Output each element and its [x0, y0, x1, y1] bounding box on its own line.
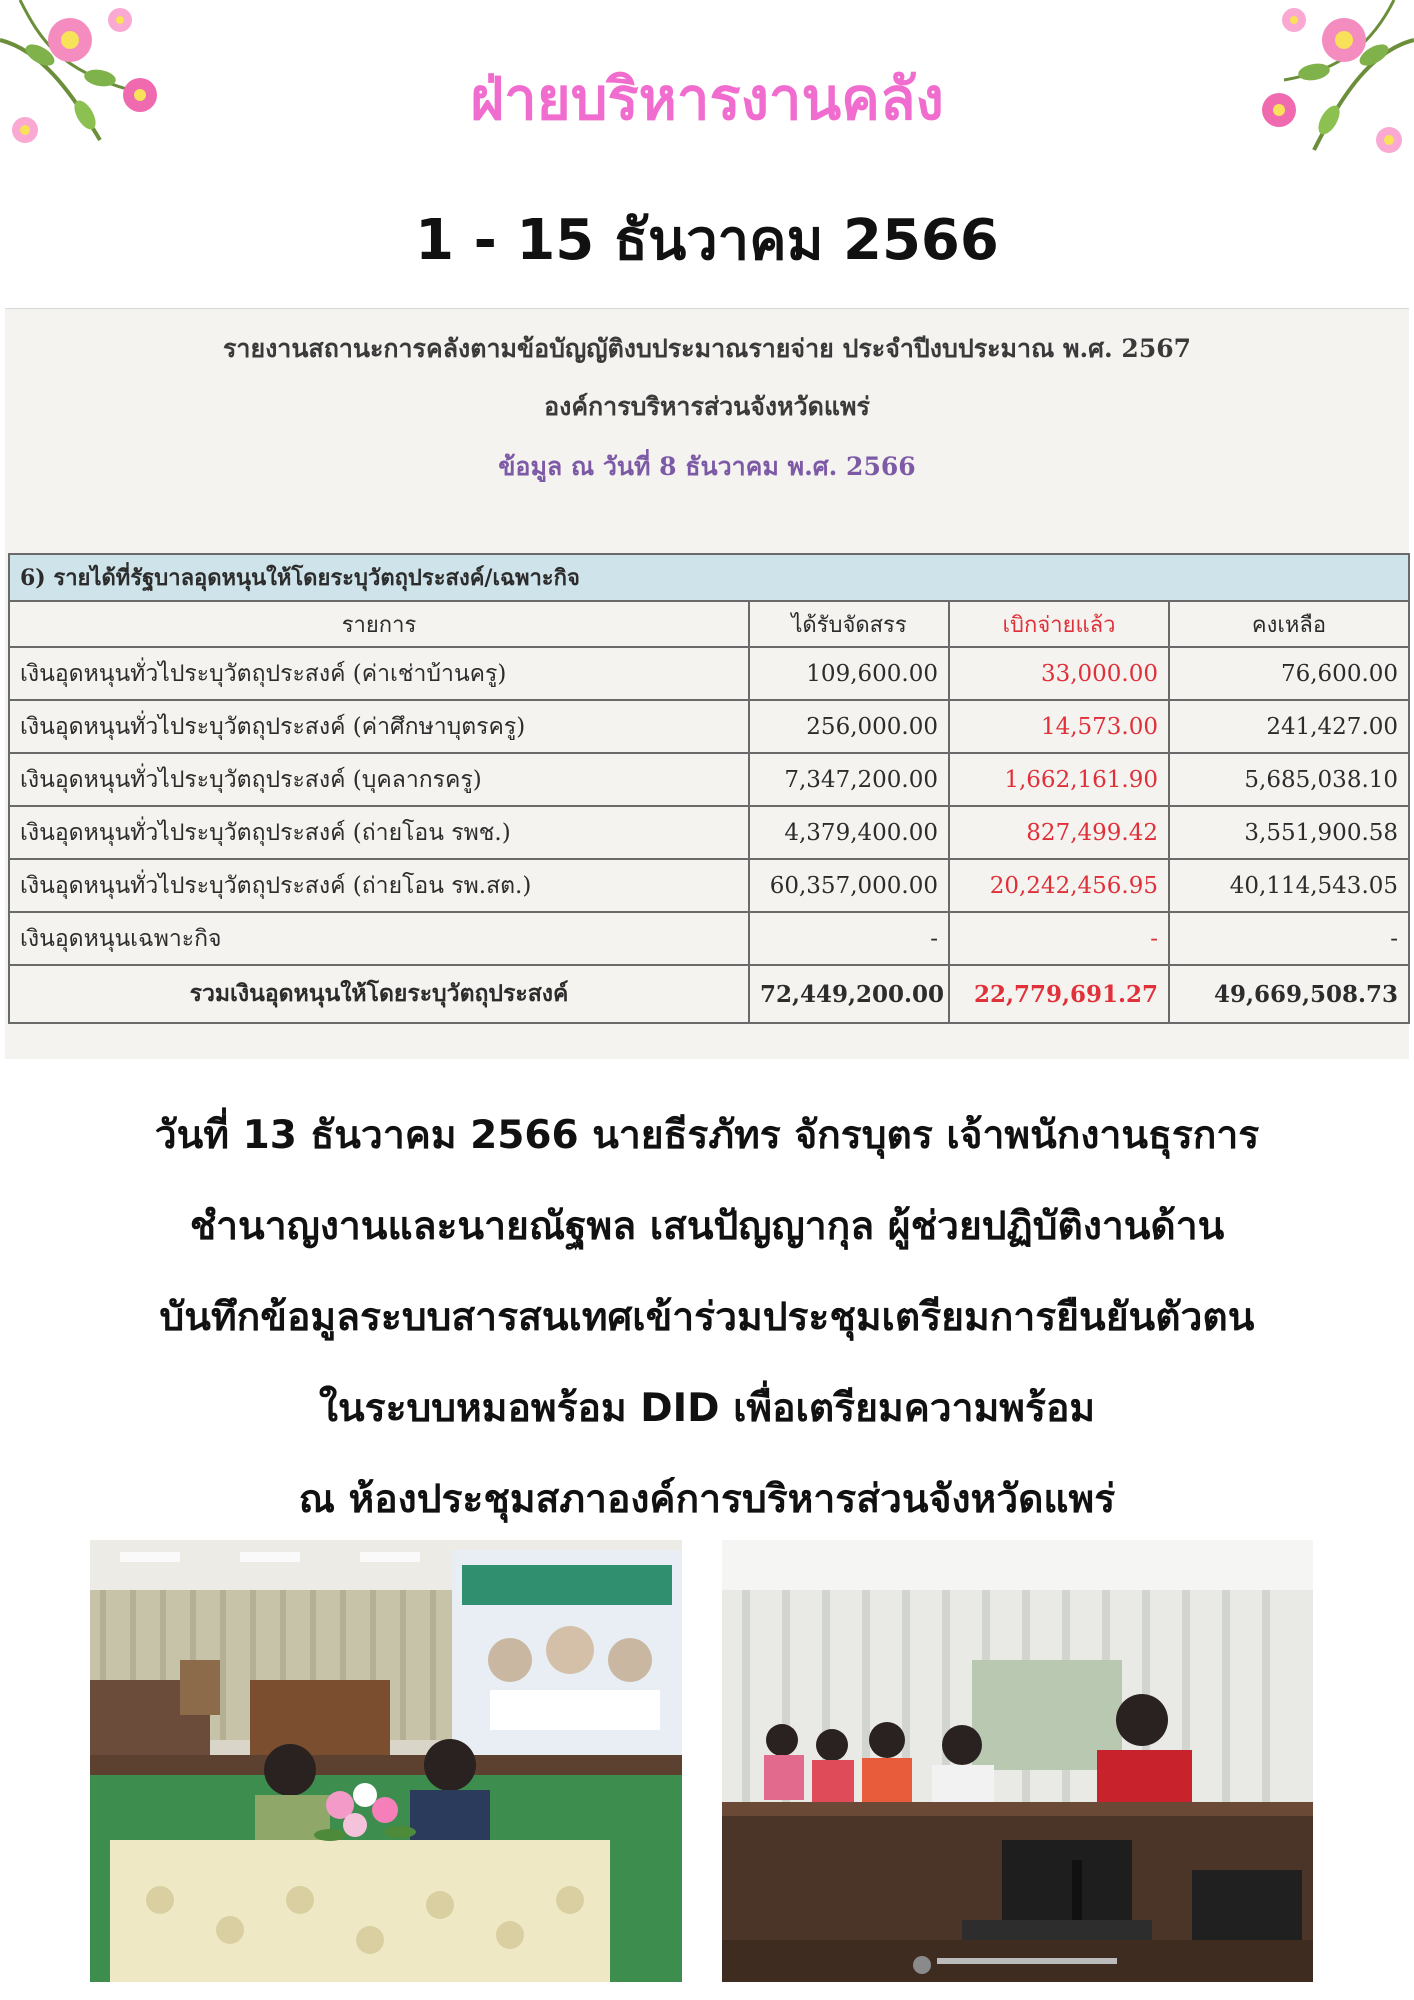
page-title: ฝ่ายบริหารงานคลัง — [470, 65, 944, 133]
meeting-photo-left — [90, 1540, 682, 1982]
total-label: รวมเงินอุดหนุนให้โดยระบุวัตถุประสงค์ — [9, 965, 749, 1023]
table-row — [9, 647, 1409, 700]
paid-cell: 1,662,161.90 — [949, 753, 1169, 806]
allocated-cell: - — [749, 912, 949, 965]
total-row — [9, 965, 1409, 1023]
row-label: เงินอุดหนุนทั่วไประบุวัตถุประสงค์ (ถ่ายโอน รพช.) — [9, 806, 749, 859]
row-label: เงินอุดหนุนทั่วไประบุวัตถุประสงค์ (ค่าศึกษาบุตรครู) — [9, 700, 749, 753]
column-header: เบิกจ่ายแล้ว — [949, 601, 1169, 647]
report-heading: รายงานสถานะการคลังตามข้อบัญญัติงบประมาณรายจ่าย ประจำปีงบประมาณ พ.ศ. 2567 — [222, 334, 1192, 363]
allocated-cell: 4,379,400.00 — [749, 806, 949, 859]
paid-cell: 827,499.42 — [949, 806, 1169, 859]
remaining-cell: 40,114,543.05 — [1169, 859, 1409, 912]
description-line: ชำนาญงานและนายณัฐพล เสนปัญญากุล ผู้ช่วยปฏิบัติงานด้าน — [189, 1204, 1225, 1249]
remaining-cell: 76,600.00 — [1169, 647, 1409, 700]
table-row — [9, 859, 1409, 912]
finance-report-image — [5, 308, 1409, 1059]
section-title: 6) รายได้ที่รัฐบาลอุดหนุนให้โดยระบุวัตถุประสงค์/เฉพาะกิจ — [9, 554, 1409, 601]
paid-cell: - — [949, 912, 1169, 965]
allocated-cell: 7,347,200.00 — [749, 753, 949, 806]
column-header: ได้รับจัดสรร — [749, 601, 949, 647]
row-label: เงินอุดหนุนเฉพาะกิจ — [9, 912, 749, 965]
remaining-cell: - — [1169, 912, 1409, 965]
total-paid: 22,779,691.27 — [949, 965, 1169, 1023]
row-label: เงินอุดหนุนทั่วไประบุวัตถุประสงค์ (บุคลากรครู) — [9, 753, 749, 806]
remaining-cell: 241,427.00 — [1169, 700, 1409, 753]
total-allocated: 72,449,200.00 — [749, 965, 949, 1023]
row-label: เงินอุดหนุนทั่วไประบุวัตถุประสงค์ (ถ่ายโอน รพ.สต.) — [9, 859, 749, 912]
meeting-photo-right — [722, 1540, 1313, 1982]
column-header: รายการ — [9, 601, 749, 647]
paid-cell: 14,573.00 — [949, 700, 1169, 753]
total-remaining: 49,669,508.73 — [1169, 965, 1409, 1023]
paid-cell: 20,242,456.95 — [949, 859, 1169, 912]
description-line: บันทึกข้อมูลระบบสารสนเทศเข้าร่วมประชุมเตรียมการยืนยันตัวตน — [159, 1295, 1255, 1340]
table-row — [9, 753, 1409, 806]
remaining-cell: 5,685,038.10 — [1169, 753, 1409, 806]
date-range: 1 - 15 ธันวาคม 2566 — [415, 208, 999, 273]
description-line: วันที่ 13 ธันวาคม 2566 นายธีรภัทร จักรบุตร เจ้าพนักงานธุรการ — [154, 1113, 1260, 1158]
allocated-cell: 256,000.00 — [749, 700, 949, 753]
table-row — [9, 912, 1409, 965]
remaining-cell: 3,551,900.58 — [1169, 806, 1409, 859]
activity-description — [0, 1090, 1414, 1545]
description-line: ในระบบหมอพร้อม DID เพื่อเตรียมความพร้อม — [318, 1386, 1096, 1431]
paid-cell: 33,000.00 — [949, 647, 1169, 700]
section-row — [9, 554, 1409, 601]
finance-table — [8, 553, 1410, 1024]
allocated-cell: 60,357,000.00 — [749, 859, 949, 912]
report-organization: องค์การบริหารส่วนจังหวัดแพร่ — [544, 392, 870, 421]
description-line: ณ ห้องประชุมสภาองค์การบริหารส่วนจังหวัดแพร่ — [298, 1477, 1116, 1522]
report-date: ข้อมูล ณ วันที่ 8 ธันวาคม พ.ศ. 2566 — [498, 452, 916, 481]
allocated-cell: 109,600.00 — [749, 647, 949, 700]
table-row — [9, 806, 1409, 859]
table-row — [9, 700, 1409, 753]
header-row — [9, 601, 1409, 647]
row-label: เงินอุดหนุนทั่วไประบุวัตถุประสงค์ (ค่าเช่าบ้านครู) — [9, 647, 749, 700]
column-header: คงเหลือ — [1169, 601, 1409, 647]
